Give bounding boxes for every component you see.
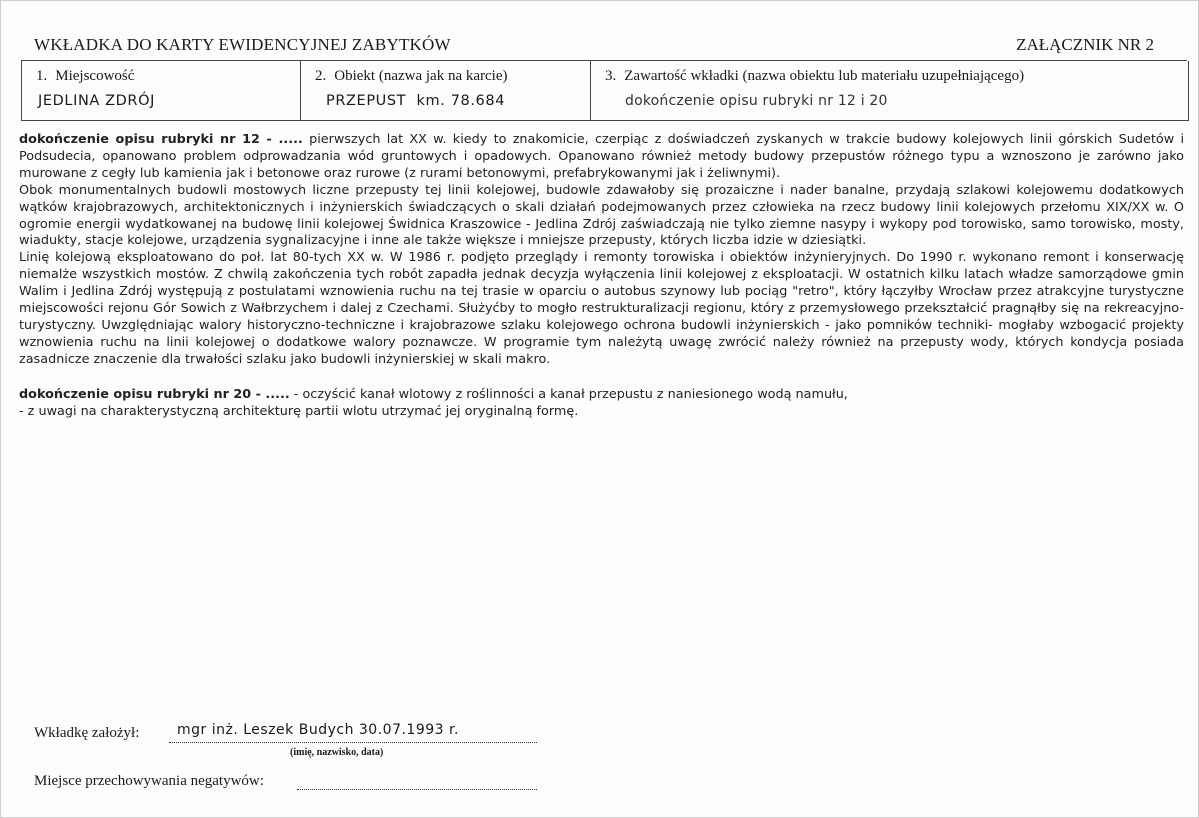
- annex-number: ZAŁĄCZNIK NR 2: [1016, 35, 1154, 54]
- paragraph-section-20: [19, 387, 1184, 404]
- section-20-heading: dokończenie opisu rubryki nr 20 - .....: [19, 386, 290, 402]
- field-locality-label: [36, 68, 134, 85]
- field-number: 2.: [315, 68, 327, 84]
- paragraph-section-20-item: - z uwagi na charakterystyczną architekturę partii wlotu utrzymać jej oryginalną formę.: [19, 403, 579, 419]
- field-contents-label: [605, 68, 1024, 85]
- paragraph-culverts: Obok monumentalnych budowli mostowych liczne przepusty tej linii kolejowej, budowle zdawałoby się prozaiczne i nader banalne, przydają szlakowi kolejowemu dodatkowych wątków krajobrazowych, architektonicznych i inżynierskich świadczących o skali działań podejmowanych przez człowieka na rzecz budowy linii kolejowych przełomu XIX/XX w. O ogromie energii wydatkowanej na budowę linii kolejowej Świdnica Kraszowice - Jedlina Zdrój zaświadczają nie tylko ziemne nasypy i wykopy pod torowisko, samo torowisko, mosty, wiadukty, stacje kolejowe, urządzenia sygnalizacyjne i inne ale także większe i mniejsze przepusty, których liczba idzie w dziesiątki.: [19, 182, 1184, 249]
- field-locality: [21, 61, 301, 121]
- field-label-text: Zawartość wkładki (nazwa obiektu lub materiału uzupełniającego): [624, 68, 1025, 84]
- field-label-text: Miejscowość: [55, 68, 135, 84]
- paragraph-section-12: [19, 132, 1184, 183]
- negatives-location-label: Miejsce przechowywania negatywów:: [34, 773, 264, 789]
- field-contents-value: dokończenie opisu rubryki nr 12 i 20: [625, 93, 888, 109]
- negatives-dotted-line: [297, 789, 537, 790]
- paragraph-operation: Linię kolejową eksploatowano do poł. lat 80-tych XX w. W 1986 r. podjęto przeglądy i remonty torowiska i obiektów inżynieryjnych. Do 1990 r. wykonano remont i konserwację niemalże wszystkich mostów. Z chwilą zakończenia tych robót zapadła jednak decyzja wyłączenia linii kolejowej z eksploatacji. W ostatnich kilku latach władze samorządowe gmin Walim i Jedlina Zdrój występują z postulatami wznowienia ruchu na tej trasie w oparciu o autobus szynowy lub pociąg "retro", który łączyłby Wrocław przez atrakcyjne turystyczne miejscowości rejonu Gór Sowich z Wałbrzychem i dalej z Czechami. Służyćby to mogło restrukturalizacji regionu, który z przemysłowego przekształcić pragnąłby się na rekreacyjno-turystyczny. Uwzględniając walory historyczno-techniczne i krajobrazowe szlaku kolejowego ochrona budowli inżynierskich - jako pomników techniki- mogłaby wzbogacić projekty wznowienia ruchu na linii kolejowej o dodatkowe walory poznawcze. W programie tym należytą uwagę zwrócić należy również na przepusty wody, których kondycja posiada zasadnicze znaczenie dla trwałości szlaku jako budowli inżynierskiej w skali makro.: [19, 250, 1184, 367]
- created-by-caption: (imię, nazwisko, data): [290, 747, 384, 758]
- field-contents: [590, 61, 1189, 121]
- field-object: [300, 61, 591, 121]
- description-body: [19, 132, 1184, 421]
- section-12-text: pierwszych lat XX w. kiedy to znakomicie, czerpiąc z doświadczeń zyskanych w trakcie budowy kolejowych linii górskich Sudetów i Podsudecia, opanowano problem odprowadzania wód gruntowych i opadowych. Opanowano również metody budowy przepustów różnego typu a wznoszono je zarówno jako murowane z cegły lub kamienia jak i betonowe oraz rurowe (z rurami betonowymi, prefabrykowanymi jak i żeliwnymi).: [19, 132, 1185, 181]
- document-title: WKŁADKA DO KARTY EWIDENCYJNEJ ZABYTKÓW: [34, 35, 451, 54]
- created-by-label: Wkładkę założył:: [34, 725, 140, 741]
- field-object-label: [315, 68, 508, 85]
- field-number: 3.: [605, 68, 617, 84]
- field-locality-value: JEDLINA ZDRÓJ: [38, 93, 155, 109]
- field-number: 1.: [36, 68, 48, 84]
- field-object-value: PRZEPUST km. 78.684: [326, 93, 506, 109]
- section-20-text: - oczyścić kanał wlotowy z roślinności a kanał przepustu z naniesionego wodą namułu,: [293, 386, 848, 402]
- field-label-text: Obiekt (nazwa jak na karcie): [334, 68, 508, 84]
- created-by-value: mgr inż. Leszek Budych 30.07.1993 r.: [177, 722, 459, 738]
- created-by-dotted-line: [169, 742, 537, 743]
- section-12-heading: dokończenie opisu rubryki nr 12 - .....: [19, 132, 303, 147]
